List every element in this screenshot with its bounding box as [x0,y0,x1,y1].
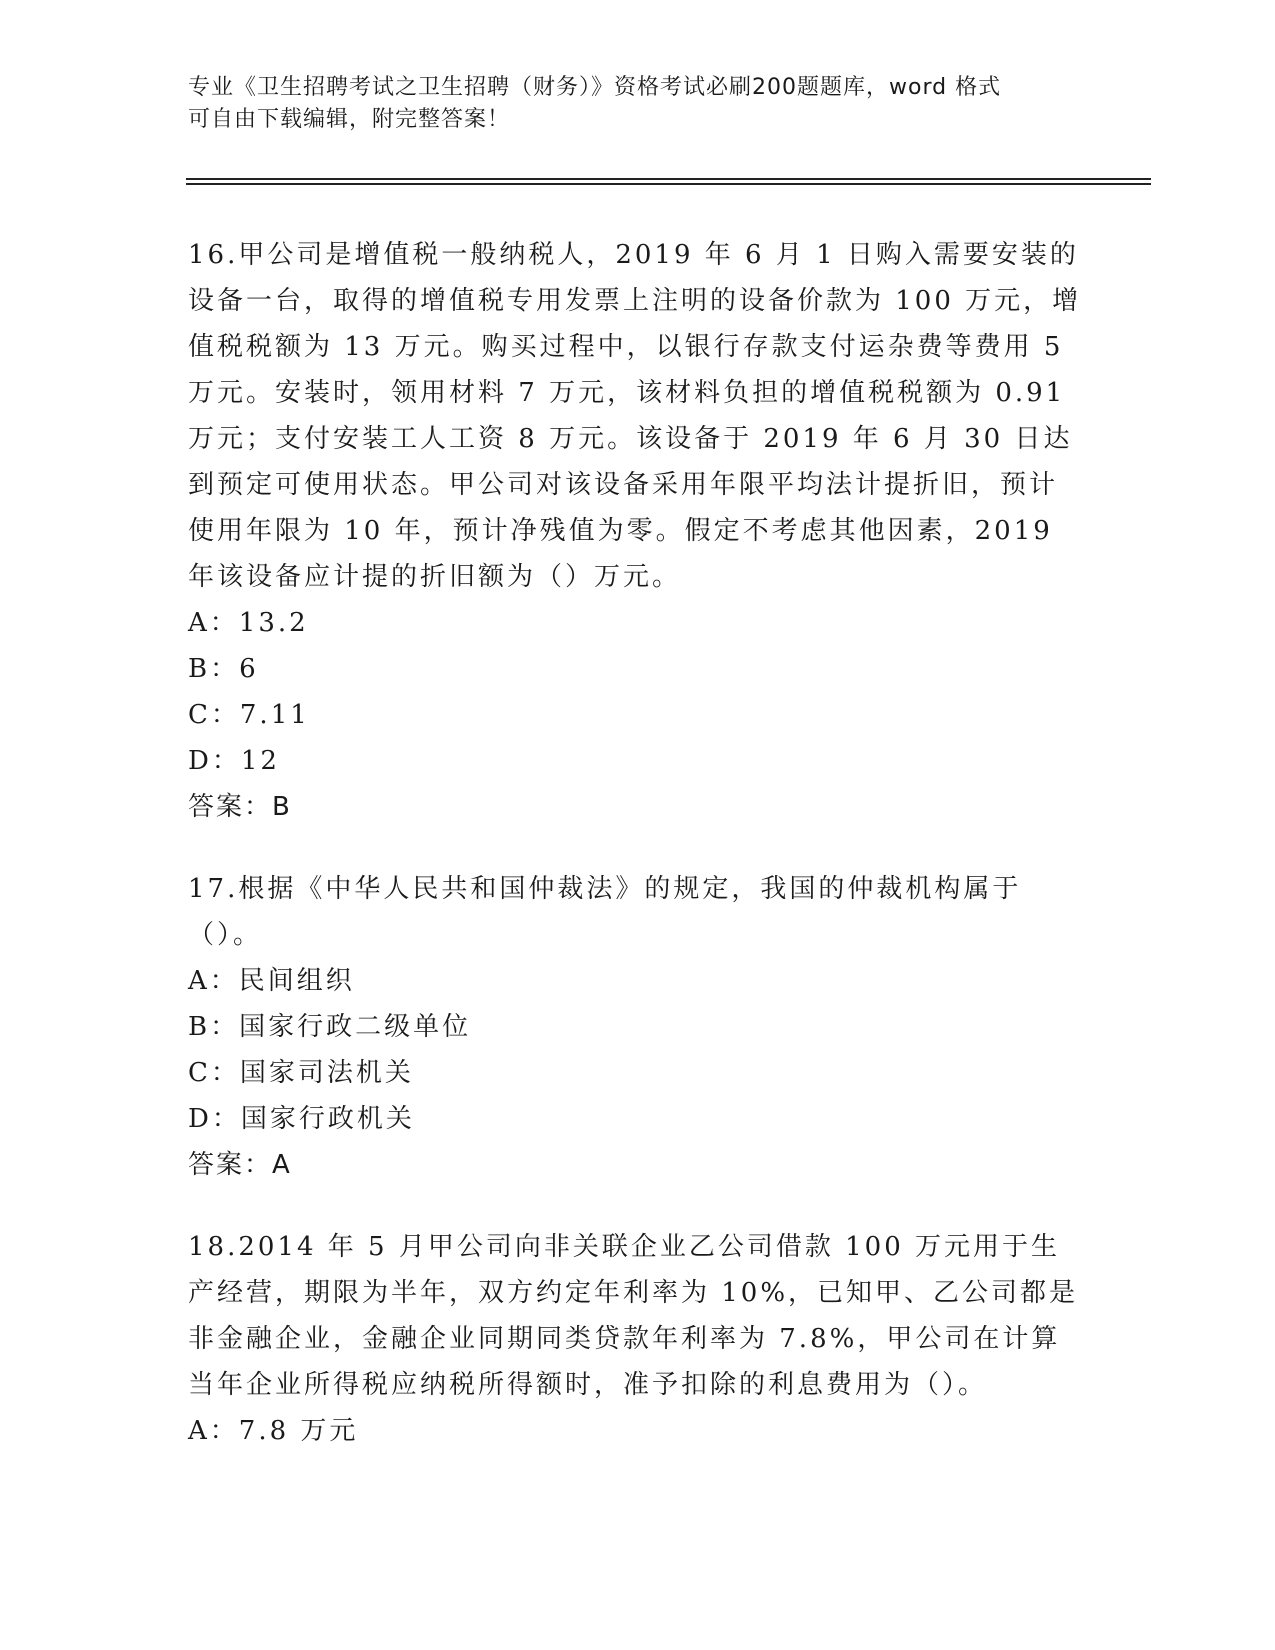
header-line-2: 可自由下载编辑，附完整答案！ [188,107,511,132]
question-18 [188,1224,1083,1454]
question-list [188,232,1083,1454]
document-header [188,72,1068,136]
question-stem: 16.甲公司是增值税一般纳税人，2019 年 6 月 1 日购入需要安装的设备一台，取得的增值税专用发票上注明的设备价款为 100 万元，增值税税额为 13 万元。购买过程中，以银行存款支付运杂费等费用 5 万元。安装时，领用材料 7 万元，该材料负担的增值税税额为 0.91 万元；支付安装工人工资 8 万元。该设备于 2019 年 6 月 30 日达到预定可使用状态。甲公司对该设备采用年限平均法计提折旧，预计使用年限为 10 年，预计净残值为零。假定不考虑其他因素，2019 年该设备应计提的折旧额为（）万元。 [188,240,1082,592]
question-stem: 17.根据《中华人民共和国仲裁法》的规定，我国的仲裁机构属于（）。 [188,874,1022,950]
option-a: A：13.2 [188,608,309,638]
option-a: A：7.8 万元 [188,1416,359,1446]
option-c: C：国家司法机关 [188,1058,414,1088]
option-a: A：民间组织 [188,966,355,996]
option-c: C：7.11 [188,700,310,730]
question-17 [188,866,1083,1188]
option-d: D：12 [188,746,280,776]
answer-line: 答案：A [188,1150,292,1180]
option-d: D：国家行政机关 [188,1104,415,1134]
question-16 [188,232,1083,830]
header-divider-top [186,178,1151,180]
option-b: B：国家行政二级单位 [188,1012,472,1042]
question-stem: 18.2014 年 5 月甲公司向非关联企业乙公司借款 100 万元用于生产经营，期限为半年，双方约定年利率为 10%，已知甲、乙公司都是非金融企业，金融企业同期同类贷款年利率为 7.8%，甲公司在计算当年企业所得税应纳税所得额时，准予扣除的利息费用为（）。 [188,1232,1079,1400]
option-b: B：6 [188,654,259,684]
header-line-1: 专业《卫生招聘考试之卫生招聘（财务）》资格考试必刷200题题库，word 格式 [188,75,1002,100]
answer-line: 答案：B [188,792,292,822]
header-divider-bottom [186,183,1151,185]
